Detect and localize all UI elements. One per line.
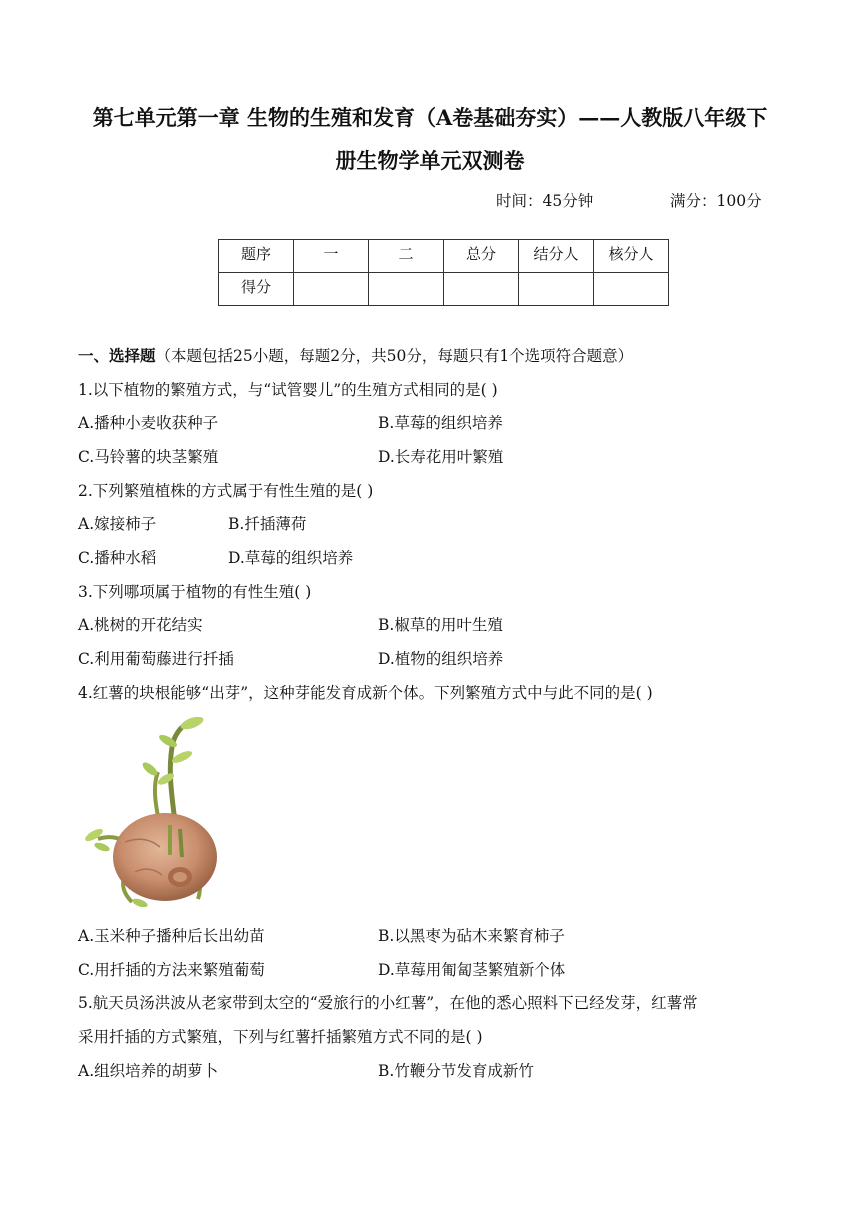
q4-option-d: D.草莓用匍匐茎繁殖新个体 xyxy=(378,961,566,979)
score-header-cell: 二 xyxy=(369,240,444,273)
q4-option-b: B.以黑枣为砧木来繁育柿子 xyxy=(378,927,565,945)
score-header-cell: 总分 xyxy=(444,240,519,273)
score-cell xyxy=(519,273,594,306)
q5-option-b: B.竹鞭分节发育成新竹 xyxy=(378,1062,534,1080)
q4-option-a: A.玉米种子播种后长出幼苗 xyxy=(78,927,265,945)
q5-stem-line2: 采用扦插的方式繁殖，下列与红薯扦插繁殖方式不同的是( ) xyxy=(78,1028,483,1046)
section-title: 一、选择题 xyxy=(78,346,156,365)
q4-option-c: C.用扦插的方法来繁殖葡萄 xyxy=(78,961,265,979)
score-header-cell: 核分人 xyxy=(594,240,669,273)
q2-option-c: C.播种水稻 xyxy=(78,549,157,567)
q5-option-a: A.组织培养的胡萝卜 xyxy=(78,1062,219,1080)
q2-option-b: B.扦插薄荷 xyxy=(228,515,307,533)
document-title-line2: 册生物学单元双测卷 xyxy=(335,148,525,173)
score-table-header-row xyxy=(219,240,669,273)
score-cell xyxy=(594,273,669,306)
q3-option-b: B.椒草的用叶生殖 xyxy=(378,616,503,634)
sprouting-sweet-potato-image xyxy=(80,717,230,907)
q1-option-a: A.播种小麦收获种子 xyxy=(78,414,219,432)
q3-stem: 3.下列哪项属于植物的有性生殖( ) xyxy=(78,583,312,601)
q2-option-d: D.草莓的组织培养 xyxy=(228,549,354,567)
q4-stem: 4.红薯的块根能够“出芽”，这种芽能发育成新个体。下列繁殖方式中与此不同的是( ) xyxy=(78,684,653,702)
score-cell xyxy=(294,273,369,306)
score-header-cell: 题序 xyxy=(219,240,294,273)
score-cell xyxy=(444,273,519,306)
score-header-cell: 一 xyxy=(294,240,369,273)
score-table-score-row xyxy=(219,273,669,306)
q3-option-c: C.利用葡萄藤进行扦插 xyxy=(78,650,234,668)
score-header-cell: 结分人 xyxy=(519,240,594,273)
score-table xyxy=(218,239,669,306)
q5-stem-line1: 5.航天员汤洪波从老家带到太空的“爱旅行的小红薯”，在他的悉心照料下已经发芽，红薯常 xyxy=(78,994,698,1012)
q1-option-b: B.草莓的组织培养 xyxy=(378,414,503,432)
q1-stem: 1.以下植物的繁殖方式，与“试管婴儿”的生殖方式相同的是( ) xyxy=(78,381,498,399)
score-cell xyxy=(369,273,444,306)
q1-option-d: D.长寿花用叶繁殖 xyxy=(378,448,504,466)
document-title-line1: 第七单元第一章 生物的生殖和发育（A卷基础夯实）——人教版八年级下 xyxy=(92,105,768,130)
q2-option-a: A.嫁接柿子 xyxy=(78,515,157,533)
q3-option-d: D.植物的组织培养 xyxy=(378,650,504,668)
exam-time: 时间：45分钟 xyxy=(496,192,594,210)
section-heading xyxy=(78,344,633,366)
q3-option-a: A.桃树的开花结实 xyxy=(78,616,203,634)
q2-stem: 2.下列繁殖植株的方式属于有性生殖的是( ) xyxy=(78,482,374,500)
score-row-label: 得分 xyxy=(219,273,294,306)
q1-option-c: C.马铃薯的块茎繁殖 xyxy=(78,448,219,466)
exam-full-score: 满分：100分 xyxy=(670,192,762,210)
section-note: （本题包括25小题，每题2分，共50分，每题只有1个选项符合题意） xyxy=(155,347,634,365)
